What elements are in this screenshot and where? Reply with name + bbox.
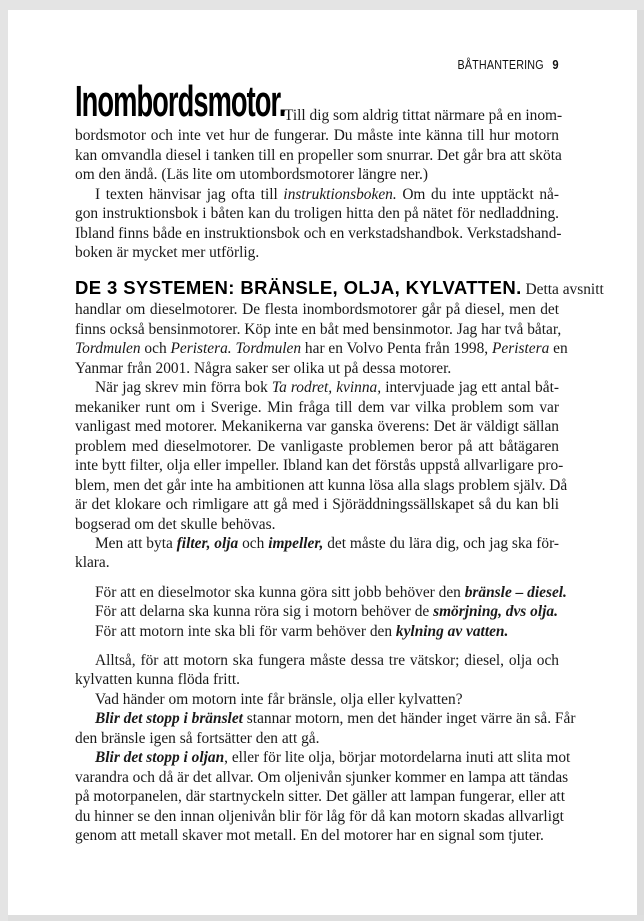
text: I texten hänvisar jag ofta till — [95, 186, 284, 203]
text: Om du inte upptäckt nå- — [396, 186, 559, 203]
emphasis: filter, olja — [176, 535, 239, 552]
para5-line-1 — [95, 534, 559, 554]
para9-line-4: du hinner se den innan oljenivån blir för låg för då kan motorn skadas allvarligt — [75, 808, 564, 825]
section-heading: DE 3 SYSTEMEN: BRÄNSLE, OLJA, KYLVATTEN. — [75, 277, 522, 298]
intro-line-1: Till dig som aldrig tittat närmare på en inom- — [284, 107, 563, 124]
running-head — [458, 57, 559, 72]
section-line-2: handlar om dieselmotorer. De flesta inombordsmotorer går på diesel, men det — [75, 301, 559, 318]
para4-line-4: problem med dieselmotorer. De vanligaste problemen beror på att båtägaren — [75, 438, 559, 455]
page-shadow-right — [637, 10, 644, 921]
para6-line-1: Alltså, för att motorn ska fungera måste dessa tre vätskor; diesel, olja och — [95, 652, 559, 669]
text: , eller för lite olja, börjar motordelarna inuti att slita mot — [224, 749, 571, 766]
para6-line-2: kylvatten kunna flöda fritt. — [75, 671, 240, 688]
para4-line-3: vanligast med motorer. Mekanikerna var ganska överens: Det är väldigt sällan — [75, 418, 559, 435]
text: För att en dieselmotor ska kunna göra sitt jobb behöver den — [95, 584, 465, 601]
text: har en Volvo Penta från 1998, — [301, 340, 493, 357]
boat-name: Peristera. — [170, 340, 232, 357]
text: Detta avsnitt — [521, 281, 604, 298]
intro-line-3: kan omvandla diesel i tanken till en propeller som snurrar. Det går bra att sköta — [75, 147, 562, 164]
section-heading-line — [75, 277, 604, 300]
para4-line-8: bogserad om det skulle behövas. — [75, 516, 276, 533]
intro-line-4: om den ändå. (Läs lite om utombordsmotorer längre ner.) — [75, 166, 429, 183]
emphasis: Blir det stopp i oljan — [95, 749, 225, 766]
section-line-3: finns också bensinmotorer. Köp inte en båt med bensinmotor. Jag har två båtar, — [75, 321, 562, 338]
text: en — [549, 340, 568, 357]
text: och — [238, 535, 269, 552]
section-line-5: Yanmar från 2001. Några saker ser olika ut på dessa motorer. — [75, 360, 452, 377]
para4-line-5: inte bytt filter, olja eller impeller. Ibland kan det förstås uppstå allvarligare pro- — [75, 457, 564, 474]
para2-line-3: Ibland finns både en instruktionsbok och en verkstadshandbok. Verkstadshand- — [75, 225, 562, 242]
running-head-section: BÅTHANTERING — [457, 58, 545, 72]
para5-line-2: klara. — [75, 554, 110, 571]
emphasis: smörjning, dvs olja. — [433, 603, 558, 620]
para9-line-5: genom att metall skaver mot metall. En del motorer har en signal som tjuter. — [75, 827, 544, 844]
boat-name: Tordmulen — [235, 340, 302, 357]
emphasis: kylning av vatten. — [395, 623, 509, 640]
boat-name: Tordmulen — [75, 340, 141, 357]
para2-line-4: boken är mycket mer utförlig. — [75, 244, 260, 261]
emphasis: Blir det stopp i bränslet — [95, 710, 243, 727]
para4-line-1 — [95, 378, 559, 398]
para4-line-7: är det klokare och rimligare att gå med i Sjöräddningssällskapet så du kan bli — [75, 496, 559, 513]
text: och — [140, 340, 171, 357]
text: När jag skrev min förra bok — [95, 379, 272, 396]
para4-line-6: blem, men det går inte ha ambitionen att kunna lösa alla slags problem själv. Då — [75, 477, 568, 494]
para8-line-2: den bränsle igen så fortsätter den att gå. — [75, 730, 320, 747]
para7-line: Vad händer om motorn inte får bränsle, olja eller kylvatten? — [95, 691, 463, 708]
text: intervjuade jag ett antal båt- — [381, 379, 559, 396]
emphasis: bränsle – diesel. — [464, 584, 567, 601]
page-shadow-bottom — [8, 915, 644, 921]
para4-line-2: mekaniker runt om i Sverige. Min fråga till dem var vilka problem som var — [75, 399, 559, 416]
page-number: 9 — [552, 57, 559, 72]
section-line-4 — [75, 339, 568, 359]
intro-line-2: bordsmotor och inte vet hur de fungerar. Du måste inte känna till hur motorn — [75, 127, 559, 144]
book-title-italic: Ta rodret, kvinna, — [271, 379, 382, 396]
text: För att motorn inte ska bli för varm behöver den — [95, 623, 396, 640]
list-item-oil — [95, 602, 559, 622]
text: Men att byta — [95, 535, 177, 552]
para2-line-1 — [95, 185, 559, 205]
para9-line-3: på motorpanelen, där startnyckeln sitter. Det gäller att lampan fungerar, eller att — [75, 788, 565, 805]
list-item-fuel — [95, 583, 567, 603]
instruktionsboken-italic: instruktionsboken. — [283, 186, 397, 203]
boat-name: Peristera — [492, 340, 550, 357]
emphasis: impeller, — [268, 535, 324, 552]
text: För att delarna ska kunna röra sig i motorn behöver de — [95, 603, 434, 620]
para9-line-1 — [95, 748, 571, 768]
text: stannar motorn, men det händer inget värre än så. Får — [242, 710, 576, 727]
para9-line-2: varandra och då är det allvar. Om oljenivån sjunker kommer en lampa att tändas — [75, 769, 569, 786]
para8-line-1 — [95, 709, 576, 729]
list-item-cooling — [95, 622, 559, 642]
text: det måste du lära dig, och jag ska för- — [323, 535, 560, 552]
para2-line-2: gon instruktionsbok i båten kan du troligen hitta den på nätet för nedladdning. — [75, 205, 559, 222]
chapter-title: Inombordsmotor. — [75, 77, 286, 126]
